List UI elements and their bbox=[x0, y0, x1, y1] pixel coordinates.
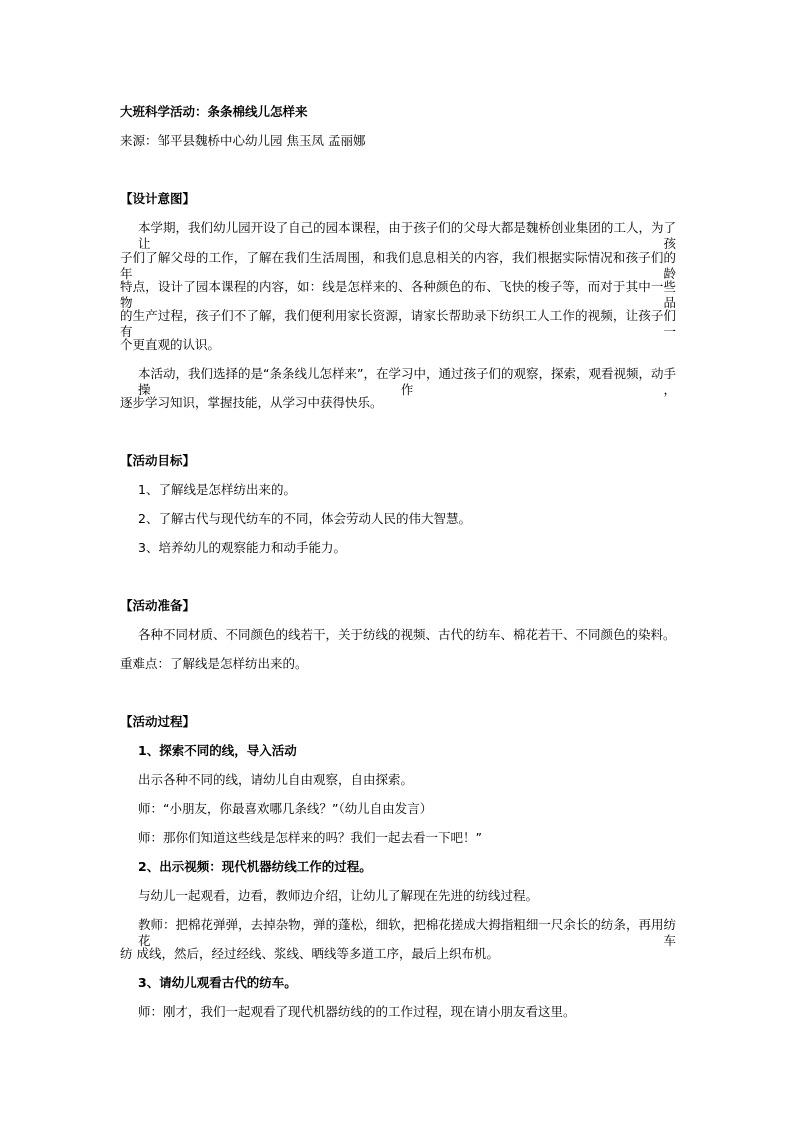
step2-text: 纺 成线，然后，经过经线、浆线、晒线等多道工序，最后上织布机。 bbox=[120, 946, 499, 961]
step2-text: 与幼儿一起观看，边看，教师边介绍，让幼儿了解现在先进的纺线过程。 bbox=[138, 888, 539, 903]
design-paragraph-line: 的生产过程，孩子们不了解，我们便利用家长资源，请家长帮助录下纺织工人工作的视频，让孩子们有一 bbox=[120, 308, 676, 339]
process-heading: 【活动过程】 bbox=[120, 714, 196, 729]
step1-text: 出示各种不同的线，请幼儿自由观察，自由探索。 bbox=[138, 772, 414, 787]
step1-text: 师：那你们知道这些线是怎样来的吗？我们一起去看一下吧！” bbox=[138, 830, 482, 845]
step2-text: 教师：把棉花弹弹，去掉杂物，弹的蓬松，细软，把棉花搓成大拇指粗细一尺余长的纺条，再用纺花车 bbox=[138, 917, 676, 948]
step1-text: 师：“小朋友，你最喜欢哪几条线？”（幼儿自由发言） bbox=[138, 801, 433, 816]
design-heading: 【设计意图】 bbox=[120, 191, 196, 206]
design-paragraph-line: 本学期，我们幼儿园开设了自己的园本课程，由于孩子们的父母大都是魏桥创业集团的工人，为了让孩 bbox=[138, 220, 676, 251]
step2-title: 2、出示视频：现代机器纺线工作的过程。 bbox=[138, 859, 372, 874]
doc-source: 来源：邹平县魏桥中心幼儿园 焦玉凤 孟丽娜 bbox=[120, 133, 366, 148]
prep-materials: 各种不同材质、不同颜色的线若干，关于纺线的视频、古代的纺车、棉花若干、不同颜色的染料。 bbox=[138, 627, 676, 642]
goal-item: 1、了解线是怎样纺出来的。 bbox=[138, 482, 296, 497]
prep-heading: 【活动准备】 bbox=[120, 598, 196, 613]
design-paragraph-line: 个更直观的认识。 bbox=[120, 337, 221, 352]
design-paragraph-line: 特点，设计了园本课程的内容，如：线是怎样来的、各种颜色的布、飞快的梭子等，而对于其中一些物品 bbox=[120, 279, 676, 310]
design-paragraph-line: 子们了解父母的工作，了解在我们生活周围，和我们息息相关的内容，我们根据实际情况和孩子们的年龄 bbox=[120, 250, 676, 281]
step3-title: 3、请幼儿观看古代的纺车。 bbox=[138, 975, 297, 990]
goal-item: 2、了解古代与现代纺车的不同，体会劳动人民的伟大智慧。 bbox=[138, 511, 471, 526]
doc-title: 大班科学活动：条条棉线儿怎样来 bbox=[120, 104, 308, 119]
step1-title: 1、探索不同的线，导入活动 bbox=[138, 743, 297, 758]
design-paragraph-line: 本活动，我们选择的是“条条线儿怎样来”，在学习中，通过孩子们的观察，探索，观看视频，动手操作， bbox=[138, 366, 676, 397]
goals-heading: 【活动目标】 bbox=[120, 453, 196, 468]
prep-key-point: 重难点：了解线是怎样纺出来的。 bbox=[120, 656, 308, 671]
step3-text: 师：刚才，我们一起观看了现代机器纺线的的工作过程，现在请小朋友看这里。 bbox=[138, 1004, 576, 1019]
design-paragraph-line: 逐步学习知识，掌握技能，从学习中获得快乐。 bbox=[120, 395, 383, 410]
goal-item: 3、培养幼儿的观察能力和动手能力。 bbox=[138, 540, 346, 555]
